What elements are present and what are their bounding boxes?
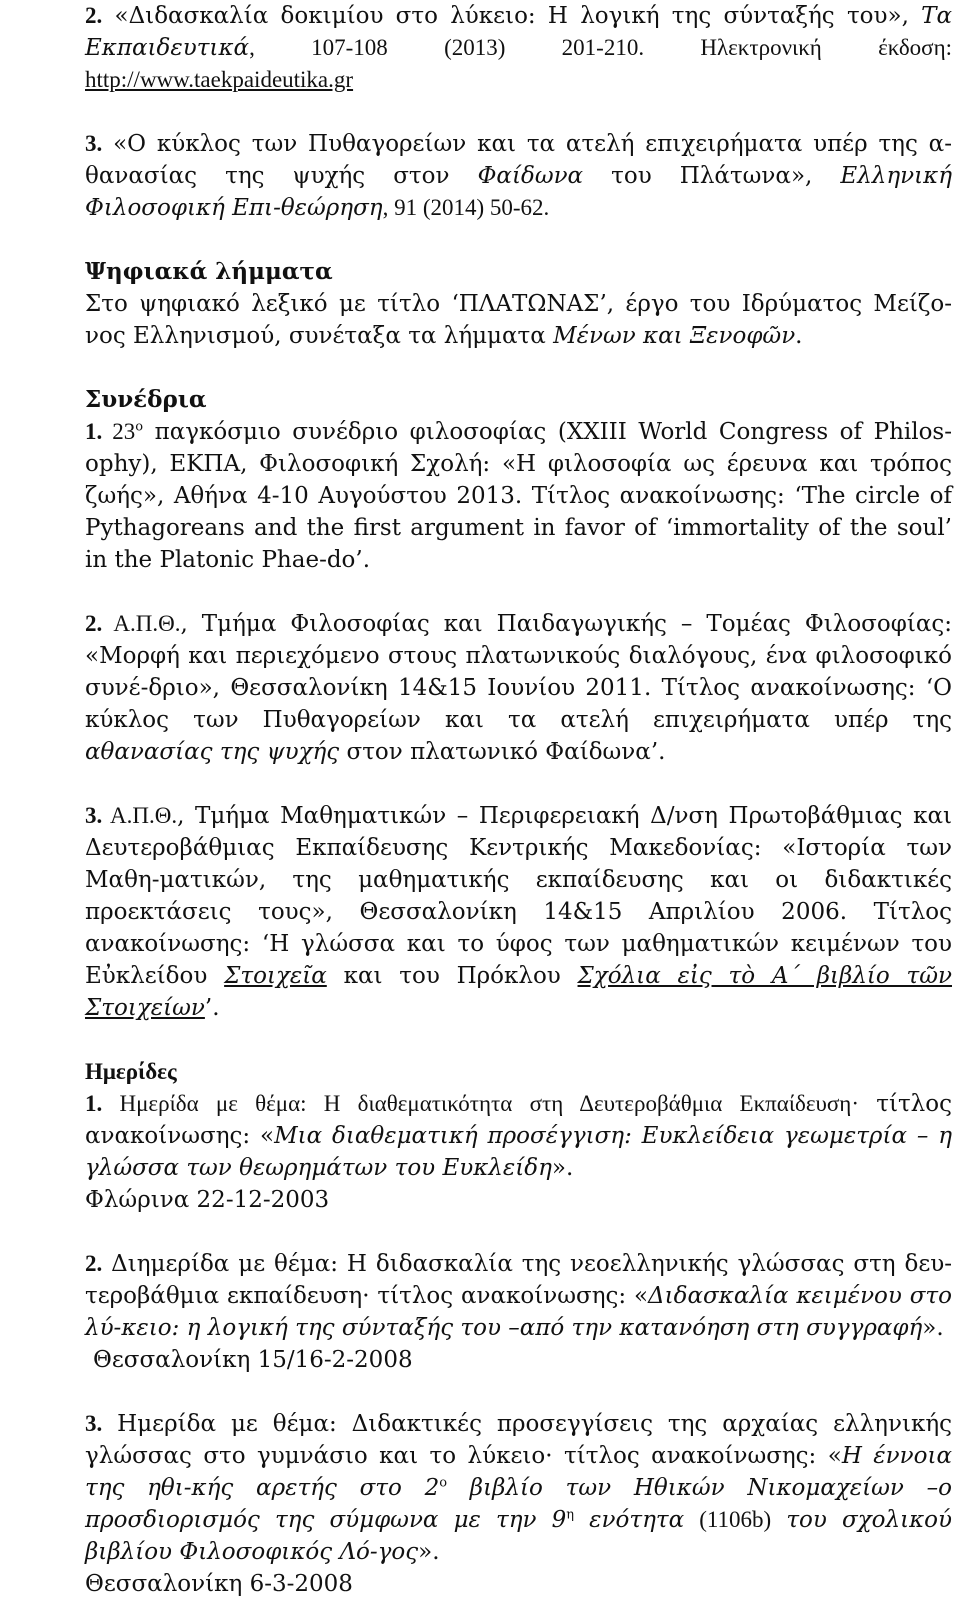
- ordinal-suffix: ο: [135, 419, 144, 435]
- talk-title-italic: Διδασκαλία κειμένου στο λύ-κειο: η λογική της σύνταξής του –από την κατανόηση στη συγγραφή: [85, 1283, 953, 1341]
- talk-title: Τίτλος ανακοίνωσης: ‘The circle of Pythagoreans and the first argument in favor of ‘immortality of the soul’ in the Platonic Phae-do’.: [85, 483, 952, 573]
- organizer-abbrev: Α.Π.Θ.: [102, 803, 178, 828]
- closing-quote: ».: [922, 1315, 944, 1341]
- talk-label: τίτλος ανακοίνωσης: «: [377, 1283, 649, 1309]
- talk-title: Τίτλος ανακοίνωσης: ‘Ο κύκλος των Πυθαγορείων και τα ατελή επιχειρήματα υπέρ της: [85, 675, 953, 733]
- item-number: 1.: [85, 1091, 103, 1116]
- conference-text: παγκόσμιο συνέδριο φιλοσοφίας (XXIII World Congress of Philos-ophy), ΕΚΠΑ, Φιλοσοφική Σχολή: «Η φιλοσοφία ως έρευνα και τρόπος ζωής», Αθήνα 4-10 Αυγούστου 2013.: [85, 419, 953, 509]
- talk-title: στον πλατωνικό Φαίδωνα’.: [339, 739, 666, 765]
- conference-2: [5, 608, 952, 768]
- section-heading-digital: Ψηφιακά λήμματα: [85, 258, 333, 285]
- talk-title: ’.: [204, 995, 220, 1021]
- workshop-text: Ημερίδα με θέμα: Διδακτικές προσεγγίσεις της αρχαίας ελληνικής γλώσσας στο γυμνάσιο και το λύκειο·: [85, 1411, 952, 1469]
- talk-label: τίτλος ανακοίνωσης: «: [563, 1443, 842, 1469]
- publication-text: «Ο κύκλος των Πυθαγορείων και τα ατελή επιχειρήματα υπέρ της α-θανασίας της ψυχής στον: [85, 131, 952, 189]
- talk-title-italic: Μια διαθεματική προσέγγιση: Ευκλείδεια γεωμετρία – η γλώσσα των θεωρημάτων του Ευκλείδη: [85, 1123, 952, 1181]
- item-number: 3.: [85, 803, 103, 828]
- work-title: Φαίδωνα: [477, 163, 584, 189]
- conference-text: , Τμήμα Φιλοσοφίας και Παιδαγωγικής – Τομέας Φιλοσοφίας: «Μορφή και περιεχόμενο στους πλατωνικούς διαλόγους, ένα φιλοσοφικό συνέ-δριο», Θεσσαλονίκη 14&15 Ιουνίου 2011.: [85, 611, 952, 701]
- document-page: [5, 0, 952, 1600]
- talk-label: τίτλος ανακοίνωσης: «: [85, 1091, 952, 1149]
- journal-title: Ελληνική Φιλοσοφική Επι-θεώρηση: [85, 163, 952, 221]
- workshop-1: [5, 1088, 952, 1184]
- talk-title-italic: βιβλίο των Ηθικών Νικομαχείων –ο προσδιορισμός της σύμφωνα με την 9: [85, 1475, 952, 1533]
- item-number: 2.: [85, 3, 103, 28]
- talk-title-italic: Η έννοια της ηθι-κής αρετής στο 2: [85, 1443, 952, 1501]
- period: .: [795, 323, 803, 349]
- digital-text: Στο ψηφιακό λεξικό με τίτλο ‘ΠΛΑΤΩΝΑΣ’, έργο του Ιδρύματος Μείζο-νος Ελληνισμού, συνέταξα τα λήμματα: [85, 291, 952, 349]
- workshop-3: [5, 1408, 952, 1568]
- journal-title: Τα Εκπαιδευτικά: [85, 3, 952, 61]
- publication-2: [5, 0, 952, 96]
- workshop-2-place-date: Θεσσαλονίκη 15/16-2-2008: [93, 1347, 413, 1373]
- publication-3: [5, 128, 952, 224]
- workshop-1-place-date: Φλώρινα 22-12-2003: [85, 1187, 330, 1213]
- work-title-underlined: Σχόλια εἰς τὸ Α΄ βιβλίο τῶν Στοιχείων: [85, 963, 952, 1021]
- work-title-underlined: Στοιχεῖα: [224, 963, 327, 989]
- workshop-2: [5, 1248, 952, 1344]
- publication-details: , 107-108 (2013) 201-210. Ηλεκτρονική έκδοση:: [249, 35, 952, 60]
- section-ref: (1106b): [699, 1507, 772, 1532]
- closing-quote: ».: [418, 1539, 440, 1565]
- ordinal-number: 23: [102, 419, 136, 444]
- talk-title-italic: ενότητα: [574, 1507, 700, 1533]
- workshop-text: Διημερίδα με θέμα: Η διδασκαλία της νεοελληνικής γλώσσας στη δευ-τεροβάθμια εκπαίδευση·: [85, 1251, 952, 1309]
- journal-link[interactable]: http://www.taekpaideutika.gr: [85, 67, 354, 92]
- closing-quote: ».: [551, 1155, 574, 1181]
- entry-titles: Μένων και Ξενοφῶν: [553, 323, 796, 349]
- conference-3: [5, 800, 952, 1024]
- item-number: 2.: [85, 1251, 103, 1276]
- section-heading-conferences: Συνέδρια: [85, 386, 207, 413]
- organizer-abbrev: Α.Π.Θ.: [102, 611, 181, 636]
- ordinal-suffix: η: [566, 1507, 575, 1523]
- section-heading-workshops: Ημερίδες: [85, 1059, 177, 1084]
- talk-title: Τίτλος ανακοίνωσης: ‘Η γλώσσα και το ύφος των μαθηματικών κειμένων του Εὐκλείδου: [85, 899, 952, 989]
- item-number: 3.: [85, 131, 103, 156]
- digital-entries: [5, 288, 952, 352]
- workshop-text: Ημερίδα με θέμα: Η διαθεματικότητα στη Δευτεροβάθμια Εκπαίδευση·: [102, 1091, 877, 1116]
- talk-title: και του Πρόκλου: [326, 963, 578, 989]
- publication-text: «Διδασκαλία δοκιμίου στο λύκειο: Η λογική της σύνταξής του»,: [102, 3, 922, 29]
- conference-1: [5, 416, 952, 576]
- item-number: 1.: [85, 419, 103, 444]
- talk-title-italic: αθανασίας της ψυχής: [85, 739, 340, 765]
- publication-text: του Πλάτωνα»,: [583, 163, 841, 189]
- conference-text: , Τμήμα Μαθηματικών – Περιφερειακή Δ/νση Πρωτοβάθμιας και Δευτεροβάθμιας Εκπαίδευσης Κεντρικής Μακεδονίας: «Ιστορία των Μαθη-ματικών, της μαθηματικής εκπαίδευσης και οι διδακτικές προεκτάσεις τους», Θεσσαλονίκη 14&15 Απριλίου 2006.: [85, 803, 952, 925]
- item-number: 3.: [85, 1411, 103, 1436]
- publication-details: , 91 (2014) 50-62.: [382, 195, 550, 220]
- workshop-3-place-date: Θεσσαλονίκη 6-3-2008: [85, 1571, 353, 1597]
- ordinal-suffix: ο: [439, 1475, 448, 1491]
- item-number: 2.: [85, 611, 103, 636]
- talk-title-italic: του σχολικού βιβλίου Φιλοσοφικός Λό-γος: [85, 1507, 952, 1565]
